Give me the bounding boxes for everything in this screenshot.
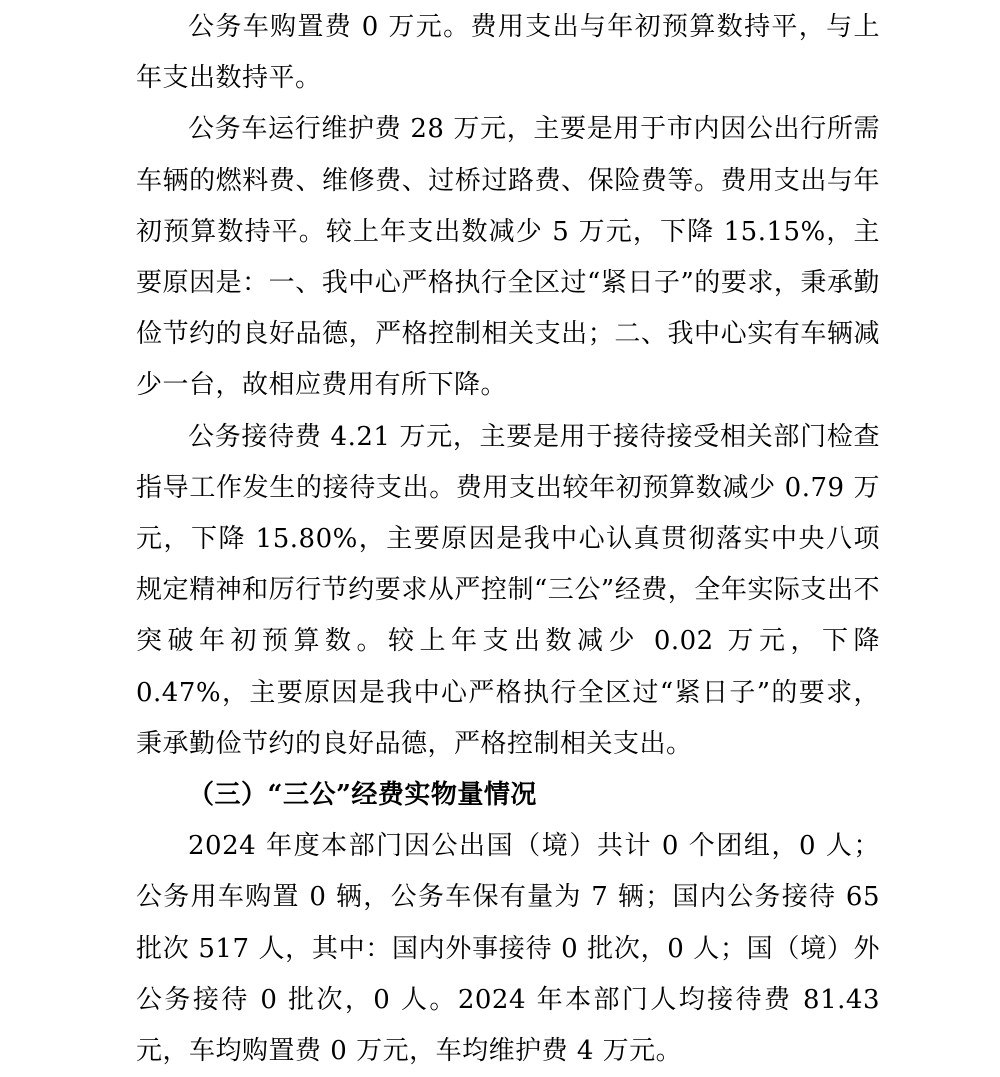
paragraph-reception-expense: 公务接待费 4.21 万元，主要是用于接待接受相关部门检查指导工作发生的接待支出。费用支出较年初预算数减少 0.79 万元，下降 15.80%，主要原因是我中心认真贯彻落实中央八项规定精神和厉行节约要求从严控制“三公”经费，全年实际支出不突破年初预算数。较上年支出数减少 0.02 万元，下降 0.47%，主要原因是我中心严格执行全区过“紧日子”的要求，秉承勤俭节约的良好品德，严格控制相关支出。	[136, 421, 880, 759]
paragraph-physical-quantity: 2024 年度本部门因公出国（境）共计 0 个团组，0 人；公务用车购置 0 辆，公务车保有量为 7 辆；国内公务接待 65 批次 517 人，其中：国内外事接待 0 批次，0 人；国（境）外公务接待 0 批次，0 人。2024 年本部门人均接待费 81.43 元，车均购置费 0 万元，车均维护费 4 万元。	[136, 831, 880, 1067]
paragraph-vehicle-maintenance: 公务车运行维护费 28 万元，主要是用于市内因公出行所需车辆的燃料费、维修费、过桥过路费、保险费等。费用支出与年初预算数持平。较上年支出数减少 5 万元，下降 15.15%，主要原因是：一、我中心严格执行全区过“紧日子”的要求，秉承勤俭节约的良好品德，严格控制相关支出；二、我中心实有车辆减少一台，故相应费用有所下降。	[136, 114, 880, 401]
document-body	[136, 2, 880, 1077]
paragraph-vehicle-purchase: 公务车购置费 0 万元。费用支出与年初预算数持平，与上年支出数持平。	[136, 12, 880, 94]
section-subheading: （三）“三公”经费实物量情况	[188, 780, 537, 811]
